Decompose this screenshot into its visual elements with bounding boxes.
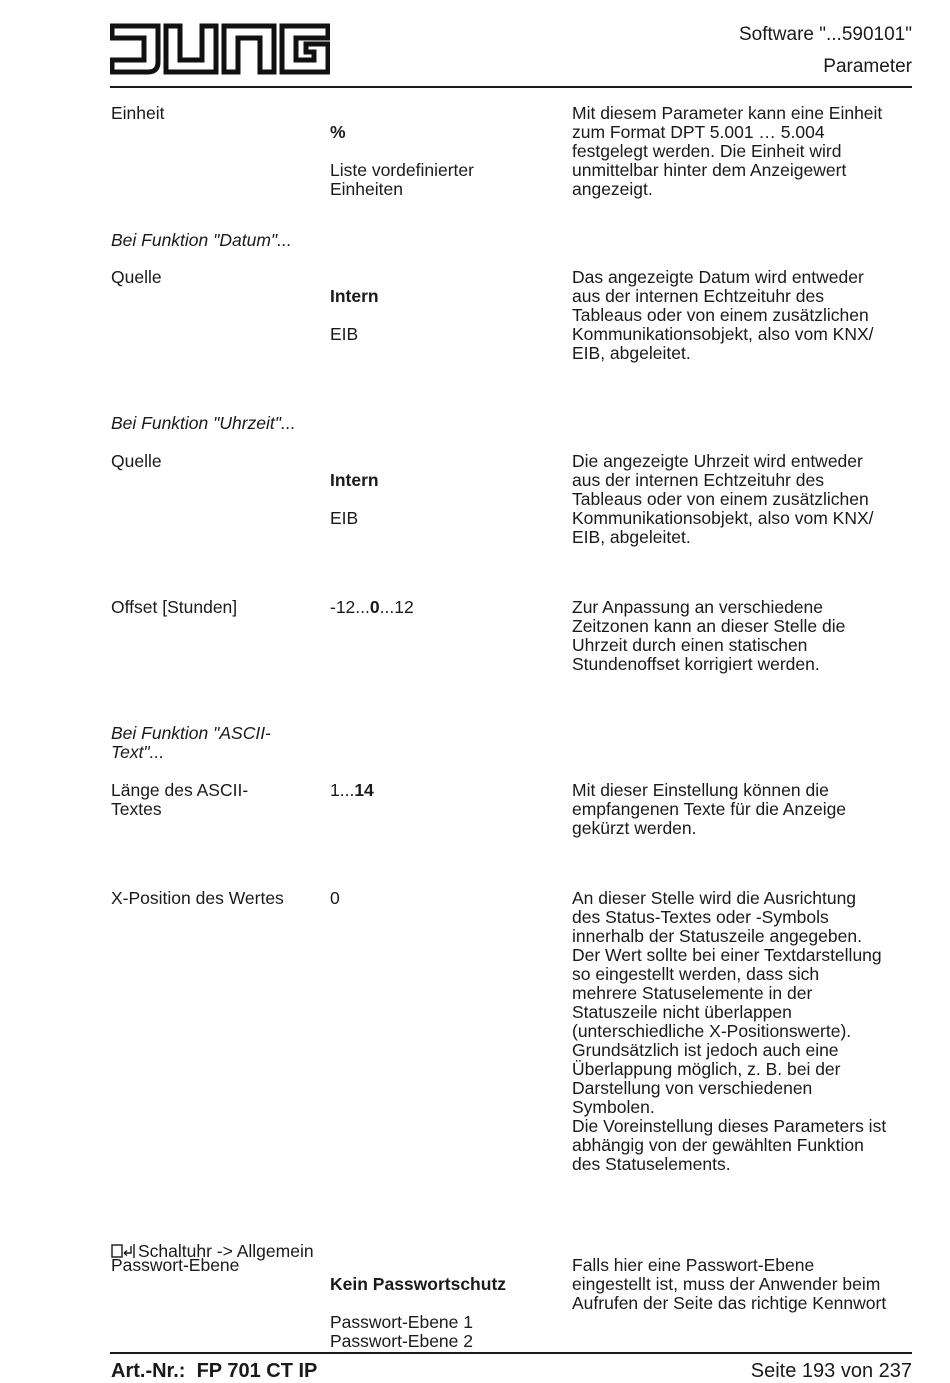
param-label-xpos: X-Position des Wertes — [111, 888, 284, 908]
param-desc-quelle-uhrzeit: Die angezeigte Uhrzeit wird entweder aus der internen Echtzeituhr des Tableaus oder von einem zusätzlichen Kommunikationsobjekt, also vom KNX/ EIB, abgeleitet. — [572, 451, 874, 547]
header-rule — [110, 86, 912, 88]
section-heading-datum: Bei Funktion "Datum"... — [111, 230, 292, 250]
param-label-passwort: Passwort-Ebene — [111, 1255, 240, 1275]
param-label-quelle-datum: Quelle — [111, 267, 162, 287]
option-values: EIB — [330, 324, 359, 344]
article-label: Art.-Nr.: — [111, 1360, 186, 1382]
param-values-ascii-laenge — [330, 781, 560, 800]
range-min: 1... — [330, 780, 355, 800]
default-value: 0 — [369, 597, 380, 617]
section-heading-uhrzeit: Bei Funktion "Uhrzeit"... — [111, 413, 296, 433]
param-label-einheit: Einheit — [111, 103, 165, 123]
param-desc-ascii-laenge: Mit dieser Einstellung können die empfangenen Texte für die Anzeige gekürzt werden. — [572, 780, 847, 838]
nav-link-label: Schaltuhr -> Allgemein — [138, 1241, 314, 1261]
article-number — [111, 1359, 317, 1383]
param-label-ascii-laenge: Länge des ASCII- Textes — [111, 780, 249, 819]
range-min: -12... — [330, 597, 370, 617]
default-value: Intern — [330, 286, 379, 306]
section-heading-ascii: Bei Funktion "ASCII- Text"... — [111, 723, 271, 762]
param-values-quelle-uhrzeit — [330, 452, 560, 547]
param-label-offset: Offset [Stunden] — [111, 597, 238, 617]
default-value: Intern — [330, 470, 379, 490]
page-number: Seite 193 von 237 — [750, 1360, 912, 1382]
option-values: Passwort-Ebene 1 Passwort-Ebene 2 — [330, 1312, 473, 1351]
param-values-offset — [330, 598, 560, 617]
default-value: 14 — [354, 780, 374, 800]
range-max: ...12 — [379, 597, 414, 617]
jung-logo — [110, 22, 330, 76]
option-values: EIB — [330, 508, 359, 528]
param-desc-einheit: Mit diesem Parameter kann eine Einheit zum Format DPT 5.001 … 5.004 festgelegt werden. Die Einheit wird unmittelbar hinter dem Anzeigewert angezeigt. — [572, 103, 883, 199]
article-value: FP 701 CT IP — [196, 1360, 318, 1382]
option-values: Liste vordefinierter Einheiten — [330, 160, 474, 199]
param-desc-xpos: An dieser Stelle wird die Ausrichtung des Status-Textes oder -Symbols innerhalb der Statuszeile angegeben. Der Wert sollte bei einer Textdarstellung so eingestellt werden, dass sich mehrere Statuselemente in der Statuszeile nicht überlappen (unterschiedliche X-Positionswerte). Grundsätzlich ist jedoch auch eine Überlappung möglich, z. B. bei der Darstellung von verschiedenen Symbolen. Die Voreinstellung dieses Parameters ist abhängig von der gewählten Funktion des Statuselements. — [572, 888, 887, 1174]
param-value-xpos: 0 — [330, 888, 340, 908]
param-values-einheit — [330, 104, 560, 218]
default-value: Kein Passwortschutz — [330, 1274, 507, 1294]
default-value: % — [330, 122, 346, 142]
param-values-quelle-datum — [330, 268, 560, 363]
param-desc-offset: Zur Anpassung an verschiedene Zeitzonen kann an dieser Stelle die Uhrzeit durch einen statischen Stundenoffset korrigiert werden. — [572, 597, 846, 674]
footer-rule — [110, 1352, 912, 1354]
param-desc-passwort: Falls hier eine Passwort-Ebene eingestellt ist, muss der Anwender beim Aufrufen der Seite das richtige Kennwort — [572, 1255, 887, 1313]
param-label-quelle-uhrzeit: Quelle — [111, 451, 162, 471]
software-version: Software "...590101" — [739, 24, 912, 45]
section-title: Parameter — [823, 56, 912, 77]
param-desc-quelle-datum: Das angezeigte Datum wird entweder aus der internen Echtzeituhr des Tableaus oder von einem zusätzlichen Kommunikationsobjekt, also vom KNX/ EIB, abgeleitet. — [572, 267, 874, 363]
